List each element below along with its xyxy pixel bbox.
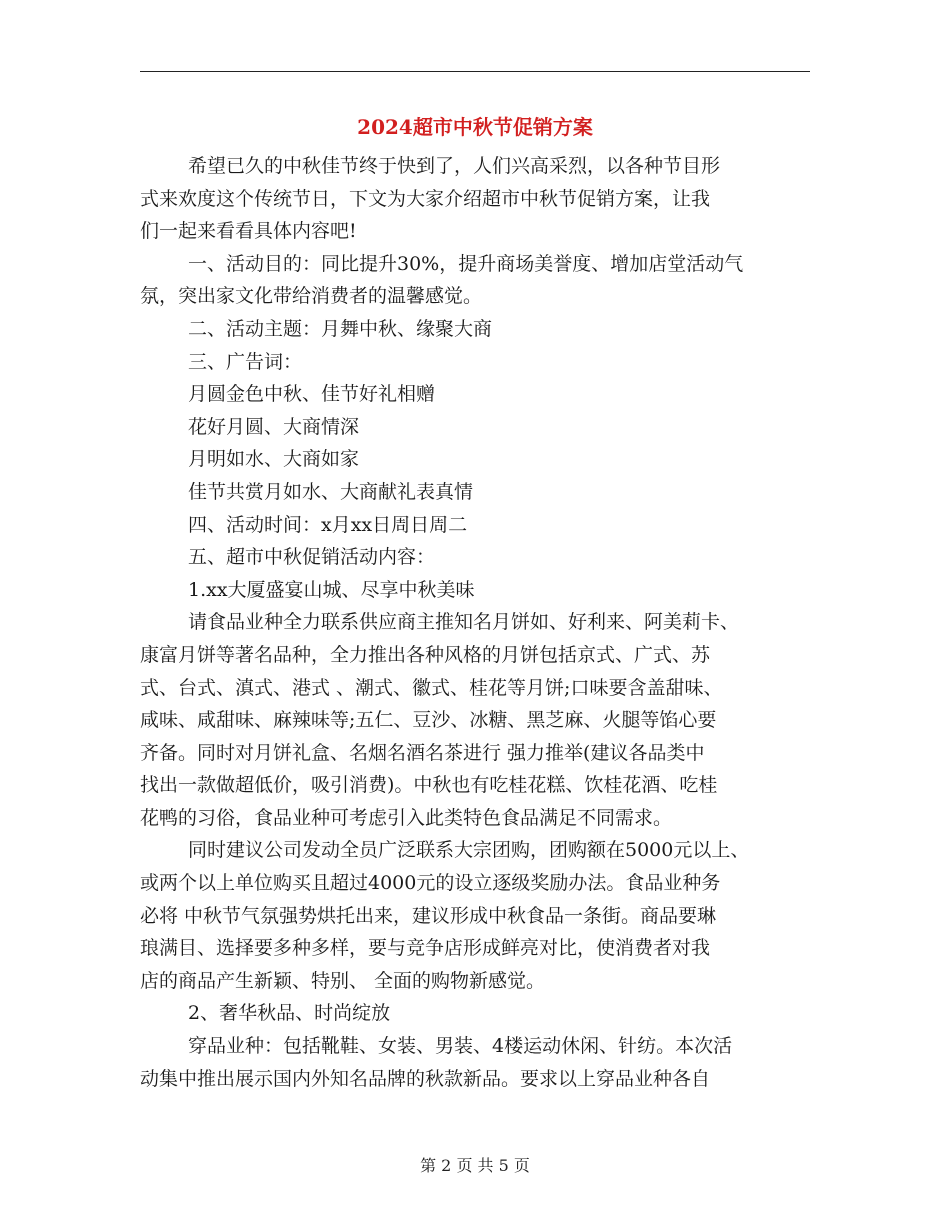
text-line: 花鸭的习俗，食品业种可考虑引入此类特色食品满足不同需求。 bbox=[140, 806, 673, 829]
document-body bbox=[140, 150, 812, 1095]
text-line: 穿品业种：包括靴鞋、女装、男装、4楼运动休闲、针纺。本次活 bbox=[188, 1035, 733, 1058]
text-line: 月圆金色中秋、佳节好礼相赠 bbox=[188, 383, 436, 406]
page-footer: 第 2 页 共 5 页 bbox=[420, 1156, 530, 1175]
text-line: 式来欢度这个传统节日，下文为大家介绍超市中秋节促销方案，让我 bbox=[140, 187, 711, 210]
text-line: 四、活动时间：x月xx日周日周二 bbox=[188, 513, 468, 536]
text-line: 找出一款做超低价，吸引消费)。中秋也有吃桂花糕、饮桂花酒、吃桂 bbox=[140, 774, 718, 797]
text-line: 康富月饼等著名品种，全力推出各种风格的月饼包括京式、广式、苏 bbox=[140, 643, 711, 666]
text-line: 花好月圆、大商情深 bbox=[188, 415, 360, 438]
text-line: 月明如水、大商如家 bbox=[188, 448, 360, 471]
text-line: 请食品业种全力联系供应商主推知名月饼如、好利来、阿美莉卡、 bbox=[188, 611, 740, 634]
text-line: 店的商品产生新颖、特别、 全面的购物新感觉。 bbox=[140, 969, 546, 992]
text-line: 氛，突出家文化带给消费者的温馨感觉。 bbox=[140, 285, 483, 308]
header-rule bbox=[140, 71, 810, 72]
text-line: 2、奢华秋品、时尚绽放 bbox=[188, 1002, 391, 1025]
text-line: 琅满目、选择要多种多样，要与竞争店形成鲜亮对比，使消费者对我 bbox=[140, 937, 711, 960]
text-line: 式、台式、滇式、港式 、潮式、徽式、桂花等月饼;口味要含盖甜味、 bbox=[140, 676, 723, 699]
document-title: 2024超市中秋节促销方案 bbox=[357, 115, 593, 139]
text-line: 们一起来看看具体内容吧! bbox=[140, 220, 357, 243]
text-line: 五、超市中秋促销活动内容： bbox=[188, 546, 436, 569]
text-line: 希望已久的中秋佳节终于快到了，人们兴高采烈，以各种节目形 bbox=[188, 155, 721, 177]
text-line: 咸味、咸甜味、麻辣味等;五仁、豆沙、冰糖、黑芝麻、火腿等馅心要 bbox=[140, 709, 717, 732]
text-line: 三、广告词： bbox=[188, 350, 303, 373]
text-line: 齐备。同时对月饼礼盒、名烟名酒名茶进行 强力推举(建议各品类中 bbox=[140, 741, 705, 764]
text-line: 一、活动目的：同比提升30%，提升商场美誉度、增加店堂活动气 bbox=[188, 252, 744, 275]
text-line: 1.xx大厦盛宴山城、尽享中秋美味 bbox=[188, 578, 475, 601]
text-line: 二、活动主题：月舞中秋、缘聚大商 bbox=[188, 317, 493, 340]
text-line: 或两个以上单位购买且超过4000元的设立逐级奖励办法。食品业种务 bbox=[140, 872, 721, 895]
text-line: 佳节共赏月如水、大商献礼表真情 bbox=[188, 480, 474, 503]
text-line: 同时建议公司发动全员广泛联系大宗团购，团购额在5000元以上、 bbox=[188, 839, 750, 862]
text-line: 必将 中秋节气氛强势烘托出来，建议形成中秋食品一条街。商品要琳 bbox=[140, 904, 717, 927]
text-line: 动集中推出展示国内外知名品牌的秋款新品。要求以上穿品业种各自 bbox=[140, 1067, 711, 1090]
